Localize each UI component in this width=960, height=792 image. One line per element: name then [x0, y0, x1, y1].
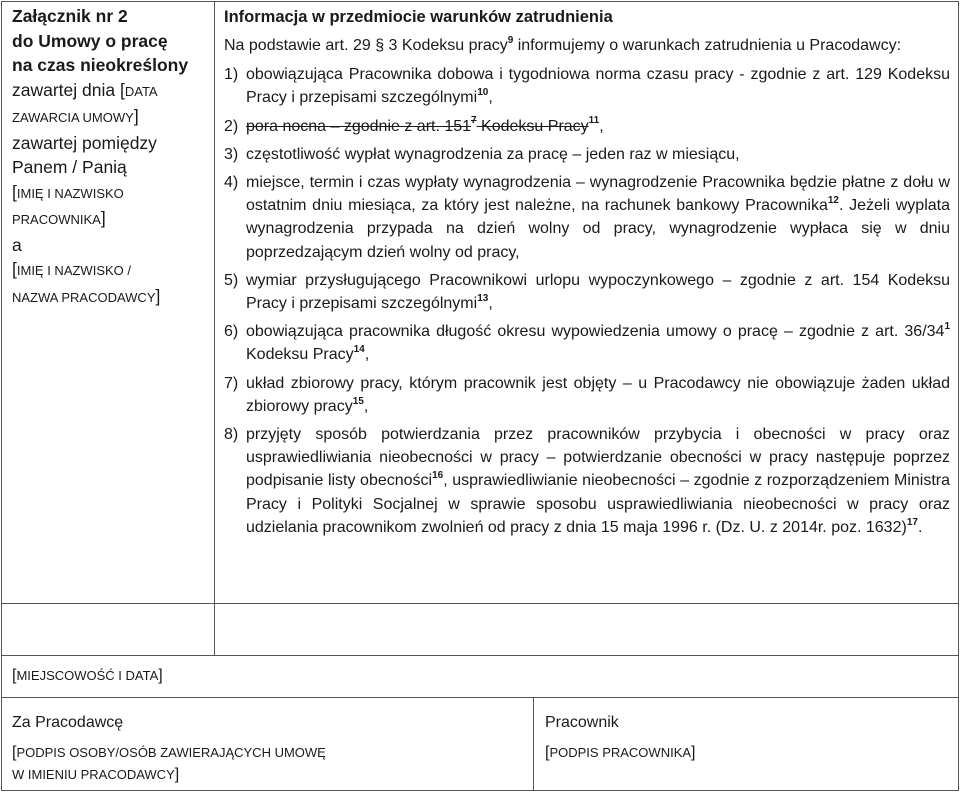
column-divider	[214, 1, 215, 656]
list-item: 2) pora nocna – zgodnie z art. $151^7$ Kodeksu Pracy$^{11}$,	[224, 115, 604, 135]
list-item: 6) obowiązująca pracownika długość okresu wypowiedzenia umowy o pracę – zgodnie z art. $36/34^1$ Kodeksu Pracy$^{14}$,	[224, 320, 950, 364]
signature-divider	[533, 697, 534, 791]
list-item: 7) układ zbiorowy pracy, którym pracownik jest objęty – u Pracodawcy nie obowiązuje żaden układ zbiorowy pracy$^{15}$,	[224, 374, 950, 415]
section-divider	[1, 603, 959, 604]
section-title: Informacja w przedmiocie warunków zatrudnienia	[224, 8, 613, 26]
attachment-title: Załącznik nr 2	[12, 6, 128, 26]
attachment-header: Załącznik nr 2 do Umowy o pracę na czas nieokreślony zawartej dnia [DATA ZAWARCIA UMOWY] zawartej pomiędzy Panem / Panią [IMIĘ I NAZWISKO PRACOWNIKA] a [IMIĘ I NAZWISKO / NAZWA PRACODAWCY]	[12, 4, 207, 310]
employee-signature-block: Pracownik [PODPIS PRACOWNIKA]	[545, 714, 696, 761]
section-divider	[1, 655, 959, 656]
employer-signature-block: Za Pracodawcę [PODPIS OSOBY/OSÓB ZAWIERAJĄCYCH UMOWĘ W IMIENIU PRACODAWCY]	[12, 714, 326, 783]
employment-info	[224, 4, 950, 544]
list-item: 3) częstotliwość wypłat wynagrodzenia za pracę – jeden raz w miesiącu,	[224, 145, 740, 163]
employer-label: Za Pracodawcę	[12, 714, 124, 731]
list-item: 1) obowiązująca Pracownika dobowa i tygodniowa norma czasu pracy - zgodnie z art. 129 Kodeksu Pracy i przepisami szczególnymi$^{10}$,	[224, 66, 950, 107]
employee-label: Pracownik	[545, 714, 619, 731]
list-item: 8) przyjęty sposób potwierdzania przez pracowników przybycia i obecności w pracy oraz usprawiedliwiania nieobecności w pracy – potwierdzanie obecności w pracy następuje poprzez podpisanie listy obecności$^{16}$, usprawiedliwianie nieobecności – zgodnie z rozporządzeniem Ministra Pracy i Polityki Socjalnej w sprawie sposobu usprawiedliwiania nieobecności w pracy oraz udzielania pracownikom zwolnień od pracy z dnia 15 maja 1996 r. (Dz. U. z 2014r. poz. 1632)$^{17}$.	[224, 426, 951, 536]
list-item: 5) wymiar przysługującego Pracownikowi urlopu wypoczynkowego – zgodnie z art. 154 Kodeksu Pracy i przepisami szczególnymi$^{13}$,	[224, 271, 950, 313]
place-date-field: [MIEJSCOWOŚĆ I DATA]	[12, 667, 163, 684]
list-item: 4) miejsce, termin i czas wypłaty wynagrodzenia – wynagrodzenie Pracownika będzie płatne z dołu w ostatnim dniu miesiąca, za który jest należne, na rachunek bankowy Pracownika$^{12}$. Jeżeli wyplata wynagrodzenia przypada na dzień wolny od pracy, wynagrodzenie wypłaca się w dniu poprzedzającym dzień wolny od pracy,	[224, 174, 950, 261]
intro-paragraph: Na podstawie art. 29 § 3 Kodeksu pracy$^9$ informujemy o warunkach zatrudnienia u Pracodawcy:	[224, 34, 902, 54]
section-divider	[1, 697, 959, 698]
